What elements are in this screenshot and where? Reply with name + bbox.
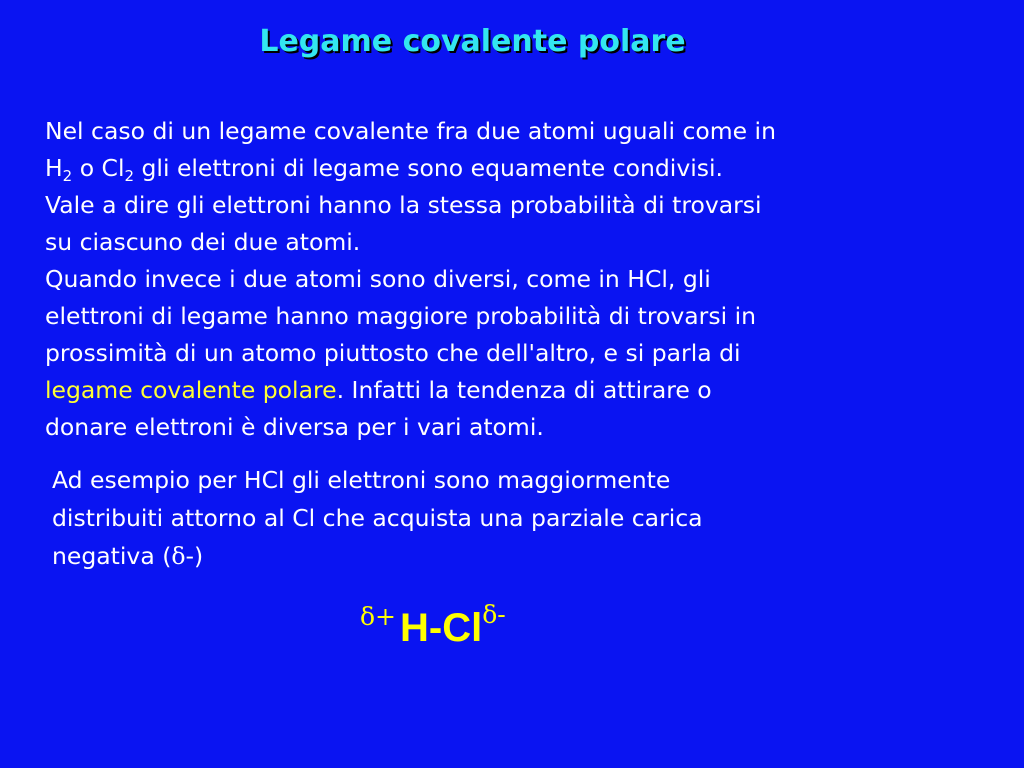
partial-negative-charge: δ-	[482, 600, 506, 629]
text-line: Nel caso di un legame covalente fra due atomi uguali come in	[45, 117, 776, 145]
text-line: negativa (δ-)	[52, 542, 204, 570]
text-line: distribuiti attorno al Cl che acquista una parziale carica	[52, 504, 703, 532]
text-line: $H_2$ o $Cl_2$ gli elettroni di legame sono equamente condivisi.	[45, 154, 724, 185]
highlight-term: legame covalente polare	[45, 376, 337, 404]
paragraph-example	[52, 461, 703, 575]
subscript: 2	[62, 167, 73, 185]
text-line: donare elettroni è diversa per i vari atomi.	[45, 413, 544, 441]
delta-symbol: δ	[171, 542, 186, 570]
text-line: Ad esempio per HCl gli elettroni sono maggiormente	[52, 466, 671, 494]
text-line: su ciascuno dei due atomi.	[45, 228, 361, 256]
subscript: 2	[124, 167, 135, 185]
molecule-label: H-Cl	[400, 606, 483, 650]
text-line: legame covalente polare. Infatti la tendenza di attirare o	[45, 376, 712, 404]
paragraph-intro	[45, 113, 776, 446]
text-line: elettroni di legame hanno maggiore probabilità di trovarsi in	[45, 302, 757, 330]
text-line: Vale a dire gli elettroni hanno la stessa probabilità di trovarsi	[45, 191, 762, 219]
text-line: Quando invece i due atomi sono diversi, come in HCl, gli	[45, 265, 711, 293]
partial-positive-charge: δ+	[360, 602, 396, 631]
slide-title: Legame covalente polare	[259, 24, 686, 59]
hcl-formula	[360, 598, 506, 650]
text-line: prossimità di un atomo piuttosto che dell'altro, e si parla di	[45, 339, 741, 367]
